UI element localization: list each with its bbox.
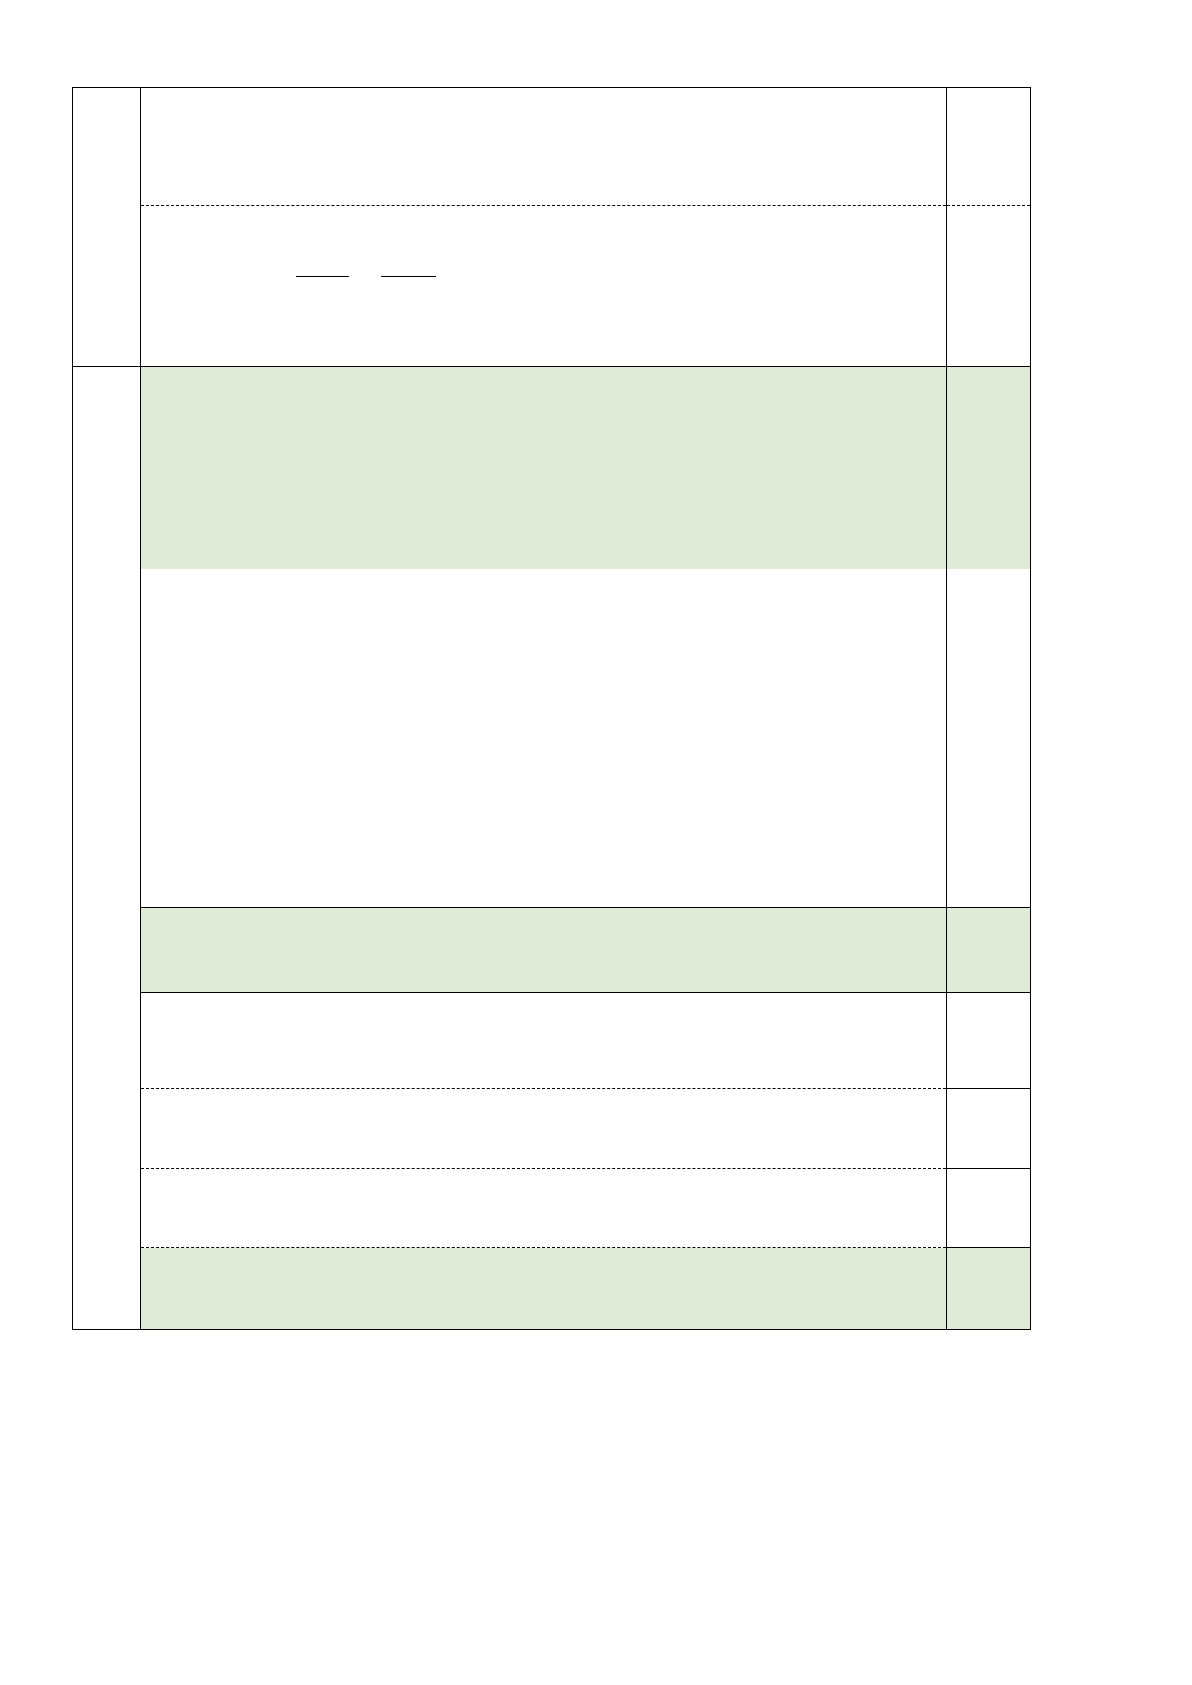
row-i-score-cell: [947, 1248, 1031, 1330]
figure-container: [141, 569, 946, 891]
row-a-main-cell: [141, 88, 947, 206]
row-f-score-cell: [947, 993, 1031, 1089]
row-i-main-cell: [141, 1248, 947, 1330]
row-b-score-text: [947, 206, 1030, 366]
row-h-main-cell: [141, 1169, 947, 1248]
row-e-main-cell: [141, 908, 947, 993]
row-f-main-cell: [141, 993, 947, 1089]
fraction-bar-1: [296, 276, 349, 277]
row-i-score-text: [947, 1248, 1030, 1329]
row-h-score-text: [947, 1169, 1030, 1247]
row-c-left-cell: [73, 367, 141, 1330]
row-a-left-text: [73, 88, 140, 349]
table-row: [73, 367, 1031, 570]
table-row: [73, 88, 1031, 206]
table-row: [73, 1089, 1031, 1169]
row-a-score-text: [947, 88, 1030, 205]
row-h-score-cell: [947, 1169, 1031, 1248]
semicircle-geometry-figure: [141, 569, 947, 891]
row-g-score-cell: [947, 1089, 1031, 1169]
exam-answer-table: [72, 87, 1031, 1330]
row-b-score-cell: [947, 206, 1031, 367]
row-i-main-text: [141, 1248, 946, 1329]
table-row: [73, 1169, 1031, 1248]
row-g-score-text: [947, 1089, 1030, 1168]
row-e-main-text: [141, 908, 946, 992]
table-row: [73, 908, 1031, 993]
row-b-main-cell: [141, 206, 947, 367]
row-c-main-text: [141, 367, 946, 569]
row-g-main-text: [141, 1089, 946, 1168]
row-e-score-cell: [947, 908, 1031, 993]
row-e-score-text: [947, 908, 1030, 992]
row-c-score-cell: [947, 367, 1031, 570]
row-d-score-cell: [947, 569, 1031, 908]
row-d-score-text: [947, 569, 1030, 907]
row-a-left-cell: [73, 88, 141, 367]
row-f-main-text: [141, 993, 946, 1088]
row-c-left-text: [73, 367, 140, 1228]
table-row: [73, 569, 1031, 908]
row-d-figure-cell: [141, 569, 947, 908]
row-c-score-text: [947, 367, 1030, 569]
table-row: [73, 206, 1031, 367]
row-c-main-cell: [141, 367, 947, 570]
table-row: [73, 993, 1031, 1089]
table-row: [73, 1248, 1031, 1330]
row-f-score-text: [947, 993, 1030, 1088]
fraction-bar-group: [296, 276, 596, 296]
fraction-bar-2: [381, 276, 436, 277]
row-h-main-text: [141, 1169, 946, 1247]
row-a-score-cell: [947, 88, 1031, 206]
row-a-main-text: [141, 88, 946, 205]
row-g-main-cell: [141, 1089, 947, 1169]
